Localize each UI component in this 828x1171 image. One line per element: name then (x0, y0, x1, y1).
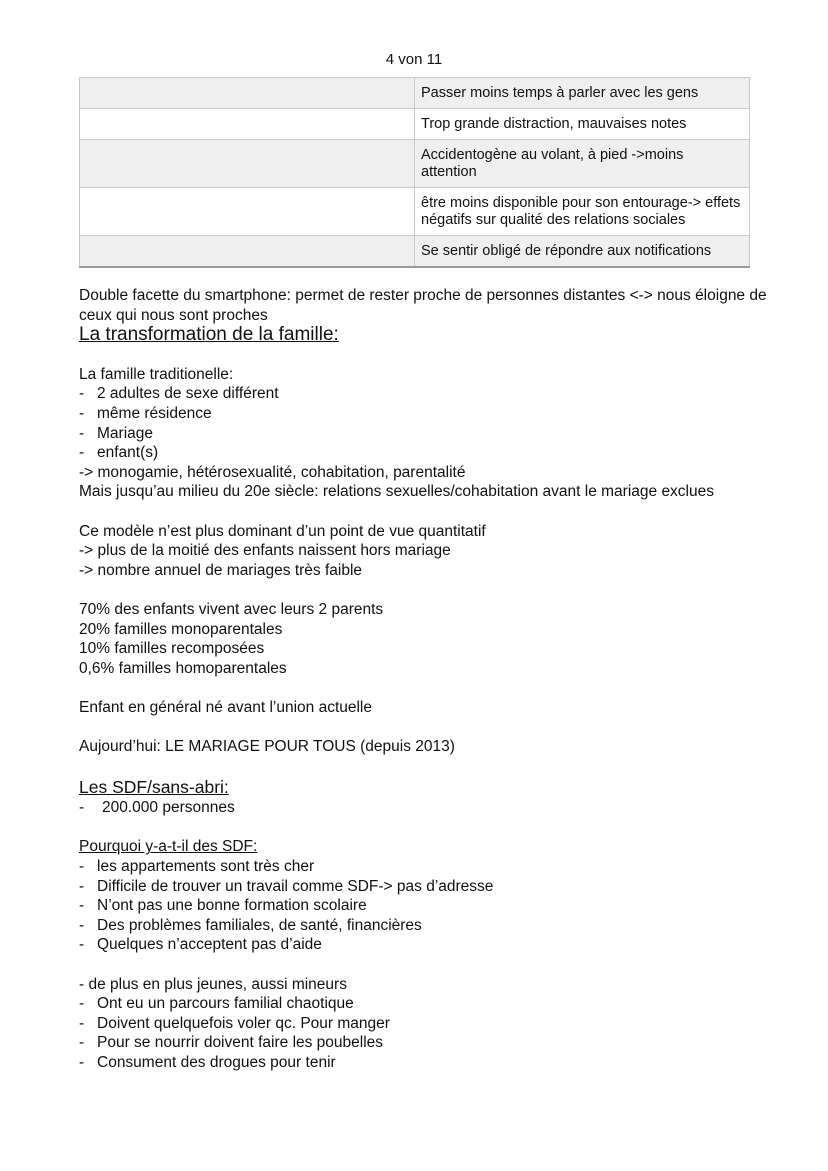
list-item: - enfant(s) (79, 444, 159, 462)
heading-sdf: Les SDF/sans-abri: (79, 777, 229, 798)
table-cell-left (80, 236, 415, 268)
enfant-line: Enfant en général né avant l’union actuelle (79, 698, 372, 716)
table-row (80, 188, 750, 236)
intro-paragraph: Double facette du smartphone: permet de rester proche de personnes distantes <-> nous éloigne de ceux qui nous sont proches (79, 287, 767, 324)
stat-line: 0,6% familles homoparentales (79, 659, 287, 677)
table-row (80, 109, 750, 140)
table-cell-left (80, 188, 415, 236)
modele-line: Ce modèle n’est plus dominant d’un point de vue quantitatif (79, 522, 486, 540)
list-item: - les appartements sont très cher (79, 858, 315, 876)
pourquoi-title: Pourquoi y-a-t-il des SDF: (79, 838, 258, 856)
table-cell-right: Trop grande distraction, mauvaises notes (415, 109, 750, 140)
list-item: - Mariage (79, 424, 153, 442)
aujourdhui-line: Aujourd’hui: LE MARIAGE POUR TOUS (depuis 2013) (79, 738, 455, 756)
table-row (80, 78, 750, 109)
table-row (80, 140, 750, 188)
list-item: - Consument des drogues pour tenir (79, 1053, 336, 1071)
table-cell-left (80, 78, 415, 109)
table-cell-right: Accidentogène au volant, à pied ->moins attention (415, 140, 750, 188)
table-cell-right: Passer moins temps à parler avec les gens (415, 78, 750, 109)
stat-line: 20% familles monoparentales (79, 620, 283, 638)
trad-title: La famille traditionelle: (79, 365, 234, 383)
heading-famille: La transformation de la famille: (79, 324, 339, 346)
stat-line: 10% familles recomposées (79, 640, 265, 658)
list-item: - N’ont pas une bonne formation scolaire (79, 897, 367, 915)
table-row (80, 236, 750, 268)
effects-table (79, 77, 750, 268)
table-cell-left (80, 140, 415, 188)
list-item: - Doivent quelquefois voler qc. Pour manger (79, 1014, 390, 1032)
list-item: - Des problèmes familiales, de santé, financières (79, 916, 422, 934)
mais-line: Mais jusqu’au milieu du 20e siècle: relations sexuelles/cohabitation avant le mariage exclues (79, 483, 714, 501)
list-item: - Difficile de trouver un travail comme SDF-> pas d’adresse (79, 877, 494, 895)
arrow-line: -> monogamie, hétérosexualité, cohabitation, parentalité (79, 463, 466, 481)
list-item: - 2 adultes de sexe différent (79, 385, 279, 403)
list-item: - 200.000 personnes (79, 799, 235, 817)
stat-line: 70% des enfants vivent avec leurs 2 parents (79, 600, 384, 618)
list-item: - Pour se nourrir doivent faire les poubelles (79, 1034, 384, 1052)
jeunes-line: - de plus en plus jeunes, aussi mineurs (79, 975, 347, 993)
document-body (79, 286, 769, 1073)
list-item: - Quelques n’acceptent pas d’aide (79, 936, 322, 954)
table-cell-right: Se sentir obligé de répondre aux notifications (415, 236, 750, 268)
list-item: -> plus de la moitié des enfants naissent hors mariage (79, 542, 451, 560)
table-cell-left (80, 109, 415, 140)
table-cell-right: être moins disponible pour son entourage-> effets négatifs sur qualité des relations sociales (415, 188, 750, 236)
list-item: -> nombre annuel de mariages très faible (79, 561, 363, 579)
page-number: 4 von 11 (385, 51, 443, 68)
list-item: - même résidence (79, 404, 212, 422)
list-item: - Ont eu un parcours familial chaotique (79, 995, 354, 1013)
